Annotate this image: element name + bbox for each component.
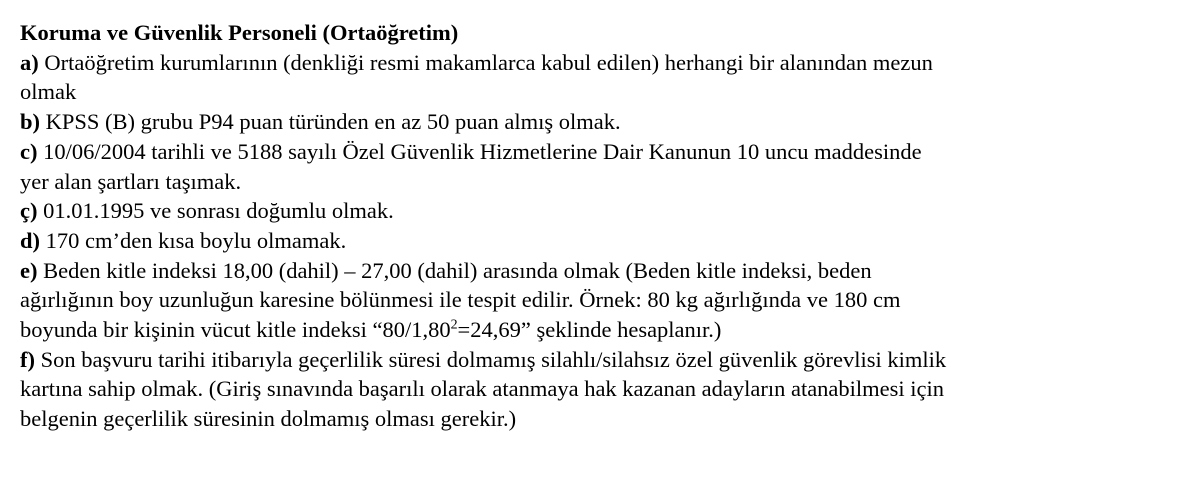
requirement-cc-line-1 xyxy=(20,196,1180,226)
document-title: Koruma ve Güvenlik Personeli (Ortaöğretim) xyxy=(20,20,459,45)
document xyxy=(20,18,1180,434)
requirement-e-marker: e) xyxy=(20,257,38,283)
requirement-e-text-1: Beden kitle indeksi 18,00 (dahil) – 27,00 (dahil) arasında olmak (Beden kitle indeksi, beden xyxy=(43,257,872,283)
requirement-d-text-1: 170 cm’den kısa boylu olmamak. xyxy=(45,227,347,253)
requirement-a-text-2: olmak xyxy=(20,79,77,105)
requirement-b-marker: b) xyxy=(20,109,41,135)
requirement-f-text-1: Son başvuru tarihi itibarıyla geçerlilik süresi dolmamış silahlı/silahsız özel güvenlik görevlisi kimlik xyxy=(40,346,947,372)
requirement-e-line-2 xyxy=(20,285,1180,315)
requirement-d-line-1 xyxy=(20,226,1180,256)
requirement-b-text-1: KPSS (B) grubu P94 puan türünden en az 50 puan almış olmak. xyxy=(45,109,621,135)
requirement-e-line-1 xyxy=(20,256,1180,286)
requirement-a-line-1 xyxy=(20,48,1180,78)
requirement-f-text-3: belgenin geçerlilik süresinin dolmamış olması gerekir.) xyxy=(20,406,517,432)
requirement-c-marker: c) xyxy=(20,138,38,164)
requirement-a-line-2 xyxy=(20,77,1180,107)
requirement-f-line-2 xyxy=(20,374,1180,404)
requirement-a-marker: a) xyxy=(20,49,39,75)
requirement-d-marker: d) xyxy=(20,227,41,253)
requirement-e-text-2: ağırlığının boy uzunluğun karesine bölünmesi ile tespit edilir. Örnek: 80 kg ağırlığında ve 180 cm xyxy=(20,287,901,313)
requirement-f-text-2: kartına sahip olmak. (Giriş sınavında başarılı olarak atanmaya hak kazanan adayların atanabilmesi için xyxy=(20,376,945,402)
requirement-e-formula-before: boyunda bir kişinin vücut kitle indeksi “80/1,80 xyxy=(20,317,451,343)
requirement-f-line-1 xyxy=(20,345,1180,375)
requirement-e-formula-superscript: 2 xyxy=(450,317,458,333)
requirement-c-line-1 xyxy=(20,137,1180,167)
requirement-e-formula-after: =24,69” şeklinde hesaplanır.) xyxy=(457,317,722,343)
requirement-c-text-2: yer alan şartları taşımak. xyxy=(20,168,242,194)
requirement-e-line-3 xyxy=(20,315,1180,345)
requirement-cc-text-1: 01.01.1995 ve sonrası doğumlu olmak. xyxy=(43,198,394,224)
requirement-f-marker: f) xyxy=(20,346,35,372)
requirement-b-line-1 xyxy=(20,107,1180,137)
requirement-cc-marker: ç) xyxy=(20,198,38,224)
requirement-c-line-2 xyxy=(20,167,1180,197)
requirement-f-line-3 xyxy=(20,404,1180,434)
requirement-a-text-1: Ortaöğretim kurumlarının (denkliği resmi makamlarca kabul edilen) herhangi bir alanından mezun xyxy=(44,49,933,75)
requirement-c-text-1: 10/06/2004 tarihli ve 5188 sayılı Özel Güvenlik Hizmetlerine Dair Kanunun 10 uncu maddesinde xyxy=(43,138,922,164)
